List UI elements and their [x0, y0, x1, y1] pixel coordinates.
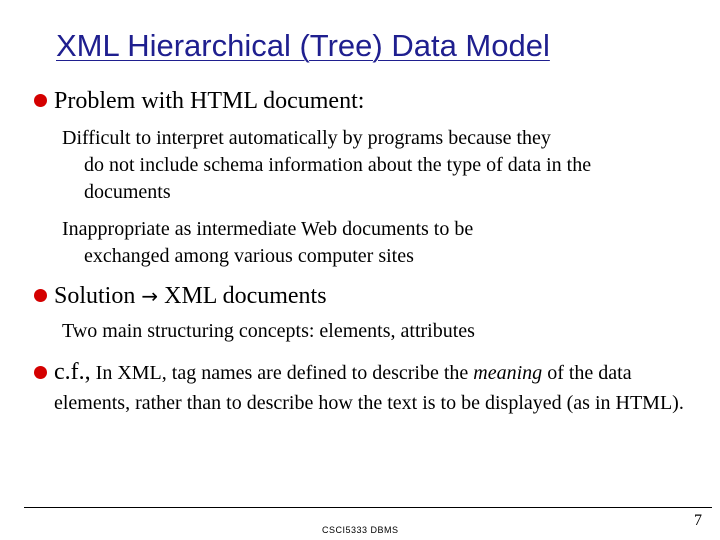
- subpoint-structuring: Two main structuring concepts: elements, attributes: [62, 320, 475, 342]
- cf-text-after: of the data elements, rather than to describe how the text is to be displayed (as in HTML).: [54, 362, 684, 414]
- footer-divider: [24, 507, 712, 508]
- subpoint-continuation: exchanged among various computer sites: [84, 245, 414, 267]
- cf-lead: c.f.,: [54, 359, 91, 385]
- subpoint-difficult: [62, 125, 682, 206]
- subpoint-first-line: Difficult to interpret automatically by programs because they: [62, 127, 551, 149]
- bullet-dot-icon: [34, 94, 47, 107]
- bullet-problem: Problem with HTML document:: [54, 88, 365, 114]
- slide-title: XML Hierarchical (Tree) Data Model: [56, 28, 550, 63]
- bullet-dot-icon: [34, 366, 47, 379]
- bullet-dot-icon: [34, 289, 47, 302]
- arrow-right-icon: →: [141, 284, 159, 308]
- subpoint-first-line: Inappropriate as intermediate Web documents to be: [62, 218, 474, 240]
- subpoint-inappropriate: [62, 216, 682, 270]
- bullet-cf: [54, 357, 694, 418]
- cf-text-before: In XML, tag names are defined to describe the: [95, 362, 469, 384]
- bullet-solution: [54, 282, 327, 310]
- solution-xml: XML documents: [164, 283, 327, 309]
- footer-course: CSCI5333 DBMS: [322, 525, 399, 535]
- cf-emphasis: meaning: [473, 362, 543, 384]
- solution-label: Solution: [54, 283, 136, 309]
- subpoint-continuation: do not include schema information about the type of data in the documents: [84, 154, 592, 203]
- page-number: 7: [694, 512, 702, 529]
